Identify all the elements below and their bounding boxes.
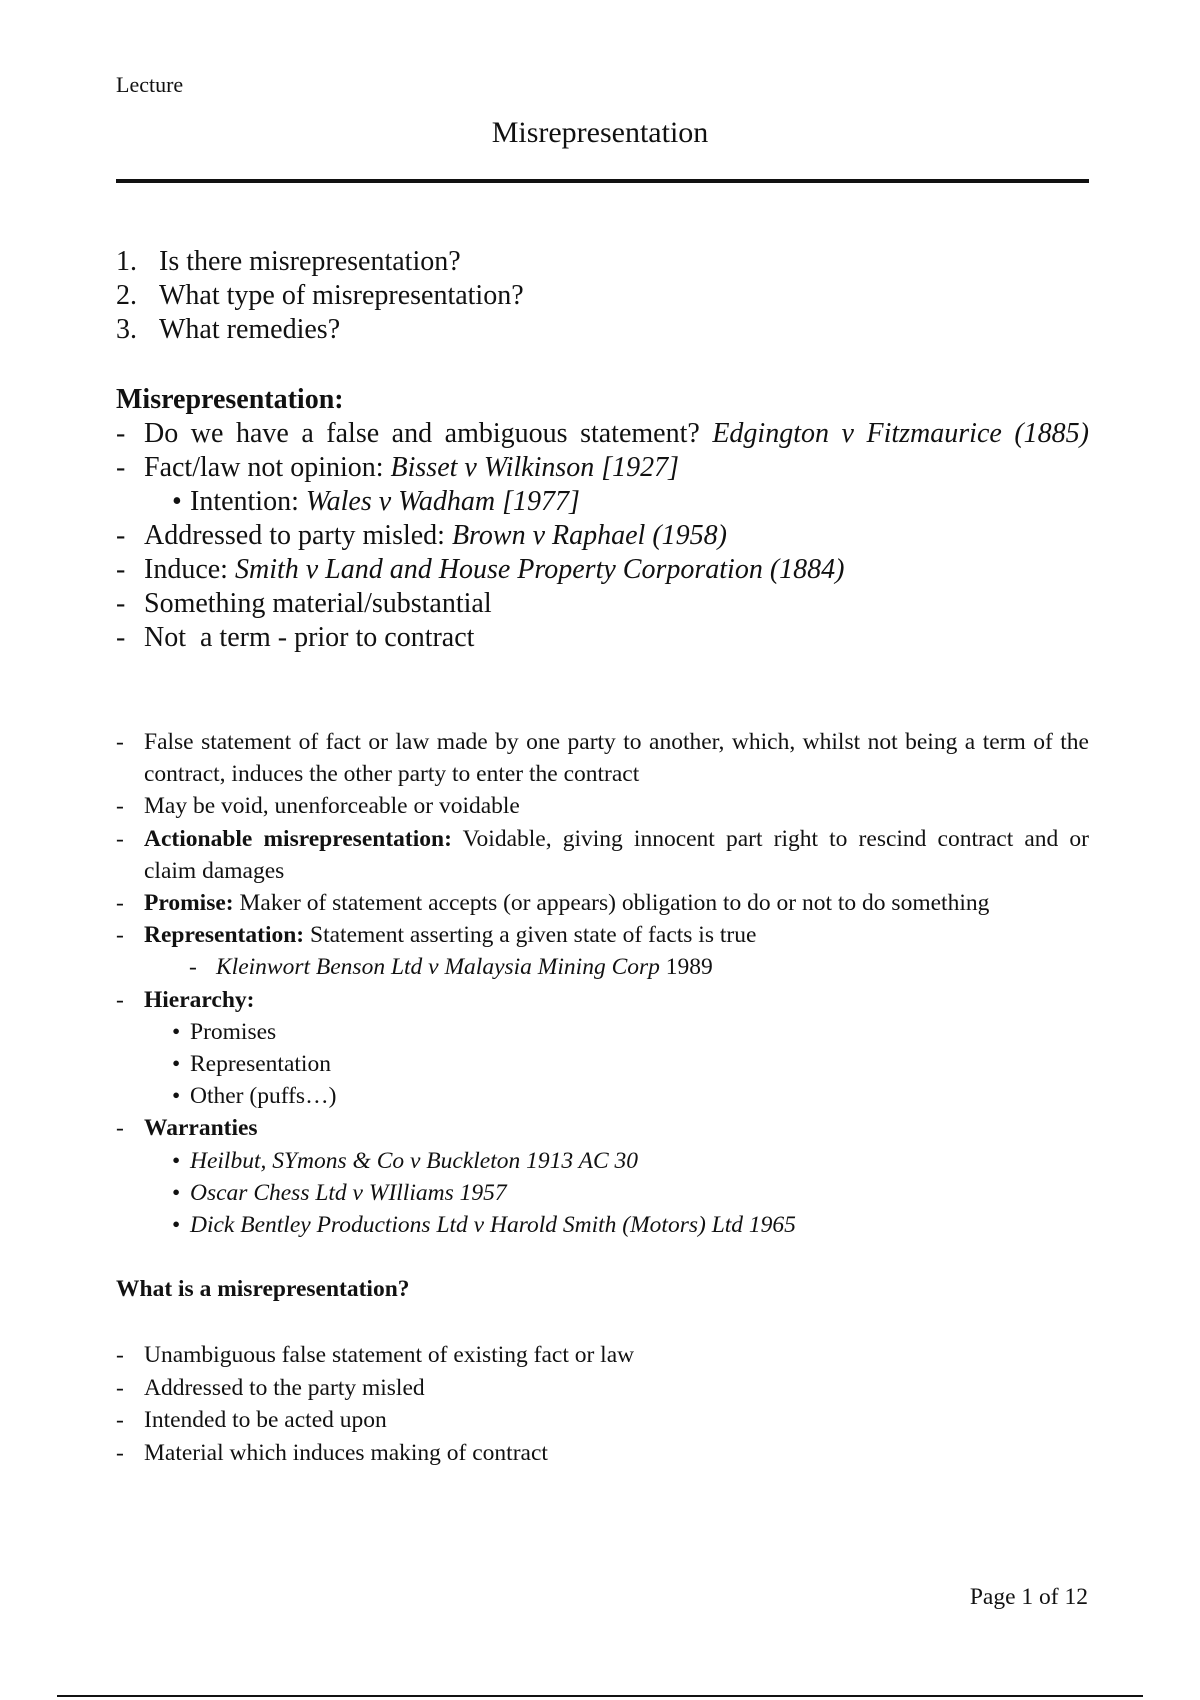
list-item: - Representation: Statement asserting a given state of facts is true xyxy=(116,922,757,949)
list-item: - Something material/substantial xyxy=(116,588,492,619)
list-item: - Unambiguous false statement of existing fact or law xyxy=(116,1342,635,1368)
list-item: - Not a term - prior to contract xyxy=(116,622,475,653)
section-heading: Misrepresentation: xyxy=(116,384,344,415)
footer-divider xyxy=(57,1695,1143,1697)
page-number: Page 1 of 12 xyxy=(969,1584,1088,1610)
list-item: • Promises xyxy=(172,1018,277,1045)
list-item: - Do we have a false and ambiguous statement? Edgington v Fitzmaurice (1885) xyxy=(116,418,1089,449)
page-title: Misrepresentation xyxy=(491,116,709,149)
list-item: • Heilbut, SYmons & Co v Buckleton 1913 AC 30 xyxy=(172,1147,638,1174)
list-item: - Material which induces making of contract xyxy=(116,1439,548,1466)
list-item: - Actionable misrepresentation: Voidable, giving innocent part right to rescind contract and or claim damages xyxy=(116,825,1089,884)
question-list xyxy=(116,245,524,347)
list-item: - False statement of fact or law made by one party to another, which, whilst not being a term of the contract, induces the other party to enter the contract xyxy=(116,729,1089,788)
list-item: - Fact/law not opinion: Bisset v Wilkinson [1927] xyxy=(116,452,680,483)
list-item: - Intended to be acted upon xyxy=(116,1407,387,1433)
section-heading: What is a misrepresentation? xyxy=(116,1276,410,1302)
list-item: - Warranties xyxy=(116,1115,258,1142)
header-label: Lecture xyxy=(116,72,184,97)
list-item: 1. Is there misrepresentation? xyxy=(116,246,461,277)
list-item: 2. What type of misrepresentation? xyxy=(116,280,524,311)
list-item: - Promise: Maker of statement accepts (or appears) obligation to do or not to do something xyxy=(116,890,990,917)
list-item: - Addressed to party misled: Brown v Raphael (1958) xyxy=(116,520,727,551)
list-item: - Addressed to the party misled xyxy=(116,1374,425,1401)
list-item: 3. What remedies? xyxy=(116,314,341,345)
list-item: - Induce: Smith v Land and House Property Corporation (1884) xyxy=(116,554,845,585)
list-item: • Other (puffs…) xyxy=(172,1083,337,1110)
list-item: • Intention: Wales v Wadham [1977] xyxy=(172,486,580,517)
list-item: • Oscar Chess Ltd v WIlliams 1957 xyxy=(172,1179,507,1206)
what-is-list xyxy=(116,1339,1089,1469)
list-item: • Dick Bentley Productions Ltd v Harold Smith (Motors) Ltd 1965 xyxy=(172,1212,796,1239)
title-divider xyxy=(116,179,1089,183)
list-item: - Hierarchy: xyxy=(116,986,255,1013)
list-item: - Kleinwort Benson Ltd v Malaysia Mining Corp 1989 xyxy=(189,954,713,981)
definitions-section xyxy=(116,726,1089,1241)
list-item: • Representation xyxy=(172,1051,331,1078)
misrepresentation-section xyxy=(116,383,1089,655)
list-item: - May be void, unenforceable or voidable xyxy=(116,793,520,820)
